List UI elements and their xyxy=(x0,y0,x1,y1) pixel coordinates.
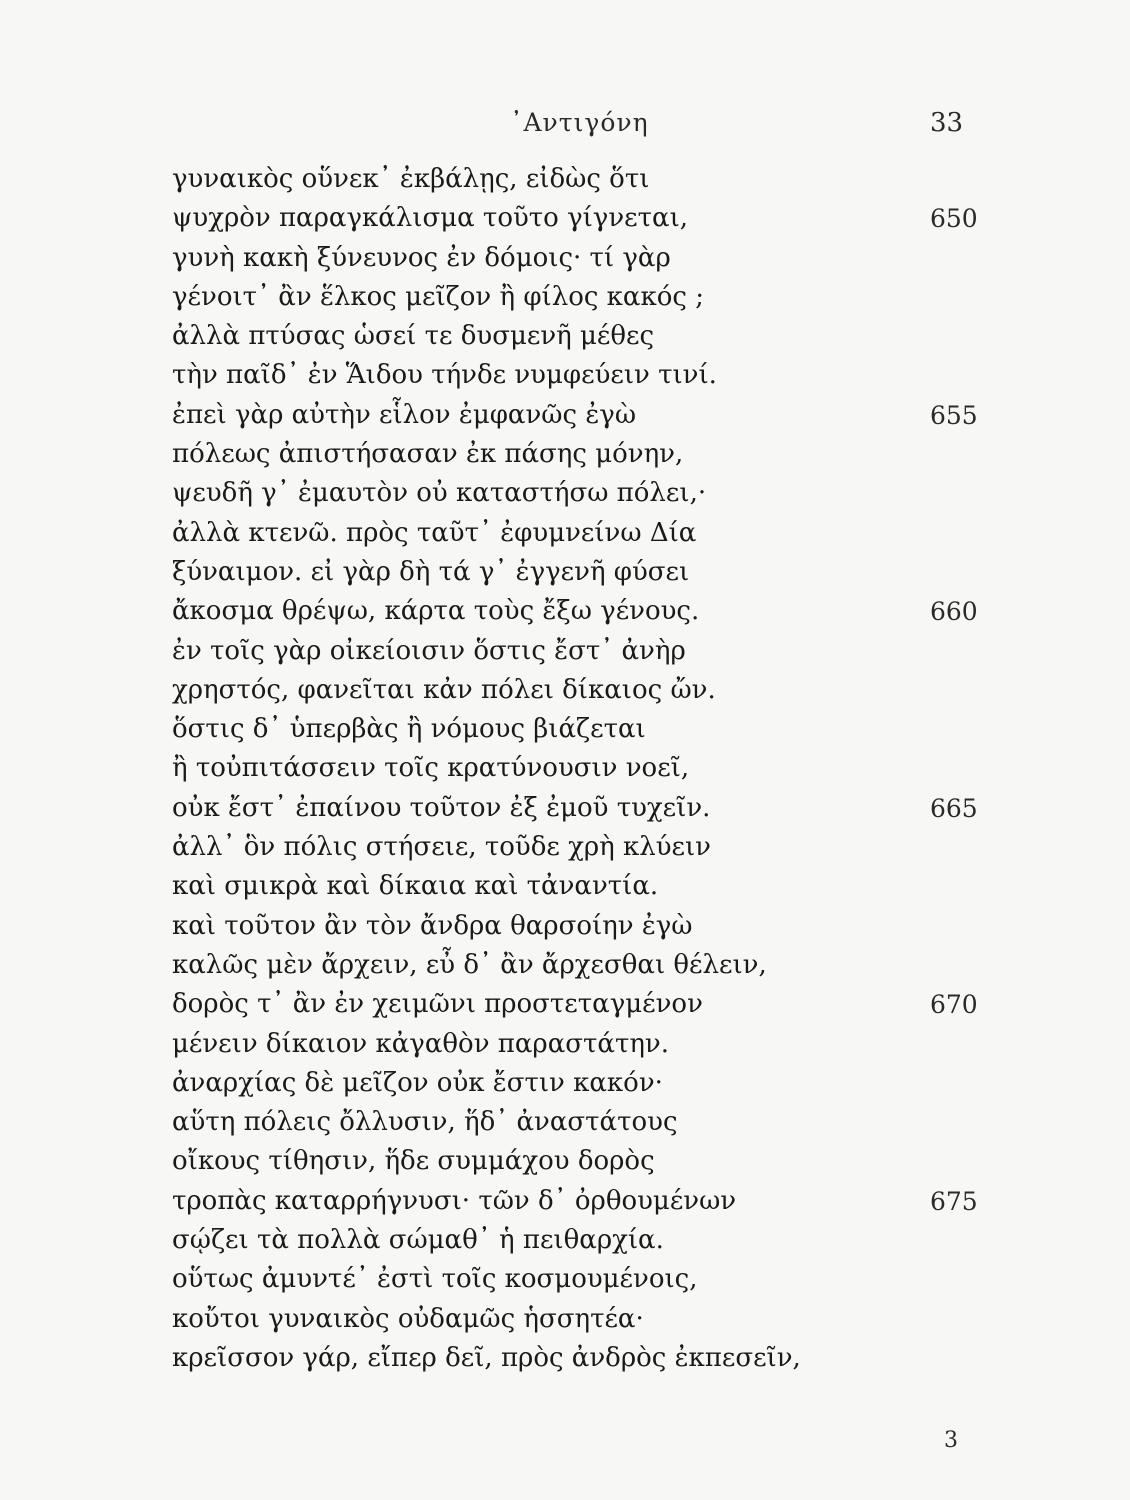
verse-text: ἀλλ᾿ ὃν πόλις στήσειε, τοῦδε χρὴ κλύειν xyxy=(172,832,711,863)
verse-text: ξύναιμον. εἰ γὰρ δὴ τά γ᾿ ἐγγενῆ φύσει xyxy=(172,556,690,587)
verse-line xyxy=(0,789,1130,828)
verse-line xyxy=(0,1339,1130,1378)
verse-text: ἢ τοὐπιτάσσειν τοῖς κρατύνουσιν νοεῖ, xyxy=(172,753,690,784)
verse-text: οἴκους τίθησιν, ἥδε συμμάχου δορὸς xyxy=(172,1146,655,1177)
verse-line xyxy=(0,514,1130,553)
line-number: 670 xyxy=(930,990,978,1020)
line-number: 650 xyxy=(930,204,978,234)
running-head-title: ᾿Αντιγόνη xyxy=(510,108,649,137)
verse-line xyxy=(0,160,1130,199)
verse-line xyxy=(0,553,1130,592)
verse-line xyxy=(0,396,1130,435)
verse-text: καλῶς μὲν ἄρχειν, εὖ δ᾿ ἂν ἄρχεσθαι θέλειν, xyxy=(172,949,767,980)
verse-line xyxy=(0,1142,1130,1181)
verse-text: γένοιτ᾿ ἂν ἕλκος μεῖζον ἢ φίλος κακός ; xyxy=(172,281,704,312)
verse-line xyxy=(0,632,1130,671)
line-number: 655 xyxy=(930,400,978,430)
verse-line xyxy=(0,749,1130,788)
verse-text: καὶ σμικρὰ καὶ δίκαια καὶ τἀναντία. xyxy=(172,871,659,902)
verse-text: καὶ τοῦτον ἂν τὸν ἄνδρα θαρσοίην ἐγὼ xyxy=(172,910,693,941)
verse-text: ἀναρχίας δὲ μεῖζον οὐκ ἔστιν κακόν· xyxy=(172,1067,663,1098)
verse-line xyxy=(0,907,1130,946)
line-number: 660 xyxy=(930,597,978,627)
verse-text: πόλεως ἀπιστήσασαν ἐκ πάσης μόνην, xyxy=(172,439,684,470)
verse-text: κρεῖσσον γάρ, εἴπερ δεῖ, πρὸς ἀνδρὸς ἐκπεσεῖν, xyxy=(172,1342,801,1373)
verse-line xyxy=(0,1182,1130,1221)
verse-text: ψυχρὸν παραγκάλισμα τοῦτο γίγνεται, xyxy=(172,203,689,234)
verse-text: κοὔτοι γυναικὸς οὐδαμῶς ἡσσητέα· xyxy=(172,1303,644,1334)
verse-text: τὴν παῖδ᾿ ἐν Ἅιδου τήνδε νυμφεύειν τινί. xyxy=(172,360,717,391)
verse-line xyxy=(0,946,1130,985)
verse-line xyxy=(0,1103,1130,1142)
page-number: 33 xyxy=(930,108,964,138)
verse-text: ψευδῆ γ᾿ ἐμαυτὸν οὐ καταστήσω πόλει,· xyxy=(172,478,707,509)
verse-line xyxy=(0,867,1130,906)
line-number: 675 xyxy=(930,1186,978,1216)
verse-line xyxy=(0,474,1130,513)
verse-text: ἄκοσμα θρέψω, κάρτα τοὺς ἔξω γένους. xyxy=(172,596,700,627)
verse-line xyxy=(0,356,1130,395)
verse-line xyxy=(0,1260,1130,1299)
verse-line xyxy=(0,435,1130,474)
verse-text: χρηστός, φανεῖται κἀν πόλει δίκαιος ὤν. xyxy=(172,674,716,705)
verse-text: γυνὴ κακὴ ξύνευνος ἐν δόμοις· τί γὰρ xyxy=(172,242,671,273)
running-head xyxy=(0,108,1130,148)
verse-line xyxy=(0,1064,1130,1103)
verse-text: μένειν δίκαιον κἀγαθὸν παραστάτην. xyxy=(172,1028,669,1059)
line-number: 665 xyxy=(930,793,978,823)
verse-text: ἐν τοῖς γὰρ οἰκείοισιν ὅστις ἔστ᾿ ἀνὴρ xyxy=(172,635,686,666)
verse-text: ἀλλὰ κτενῶ. πρὸς ταῦτ᾿ ἐφυμνείνω Δία xyxy=(172,517,697,548)
verse-line xyxy=(0,1221,1130,1260)
verse-line xyxy=(0,199,1130,238)
verse-text: οὐκ ἔστ᾿ ἐπαίνου τοῦτον ἐξ ἐμοῦ τυχεῖν. xyxy=(172,792,711,823)
signature-mark: 3 xyxy=(944,1428,958,1453)
verse-text: σῴζει τὰ πολλὰ σώμαθ᾿ ἡ πειθαρχία. xyxy=(172,1225,664,1256)
verse-line xyxy=(0,710,1130,749)
verse-line xyxy=(0,317,1130,356)
verse-line xyxy=(0,671,1130,710)
verse-text: γυναικὸς οὕνεκ᾿ ἐκβάλῃς, εἰδὼς ὅτι xyxy=(172,164,650,194)
verse-line xyxy=(0,278,1130,317)
verse-list xyxy=(0,160,1130,1378)
verse-text: ἐπεὶ γὰρ αὐτὴν εἷλον ἐμφανῶς ἐγὼ xyxy=(172,399,637,430)
verse-text: ὅστις δ᾿ ὑπερβὰς ἢ νόμους βιάζεται xyxy=(172,714,646,745)
verse-line xyxy=(0,239,1130,278)
verse-text: ἀλλὰ πτύσας ὡσεί τε δυσμενῆ μέθες xyxy=(172,321,655,352)
verse-line xyxy=(0,1025,1130,1064)
verse-text: τροπὰς καταρρήγνυσι· τῶν δ᾿ ὀρθουμένων xyxy=(172,1185,737,1216)
verse-text: δορὸς τ᾿ ἂν ἐν χειμῶνι προστεταγμένον xyxy=(172,989,703,1020)
verse-line xyxy=(0,1300,1130,1339)
verse-text: οὕτως ἀμυντέ᾿ ἐστὶ τοῖς κοσμουμένοις, xyxy=(172,1264,698,1295)
verse-line xyxy=(0,985,1130,1024)
verse-text: αὕτη πόλεις ὄλλυσιν, ἥδ᾿ ἀναστάτους xyxy=(172,1107,678,1138)
verse-line xyxy=(0,592,1130,631)
verse-line xyxy=(0,828,1130,867)
